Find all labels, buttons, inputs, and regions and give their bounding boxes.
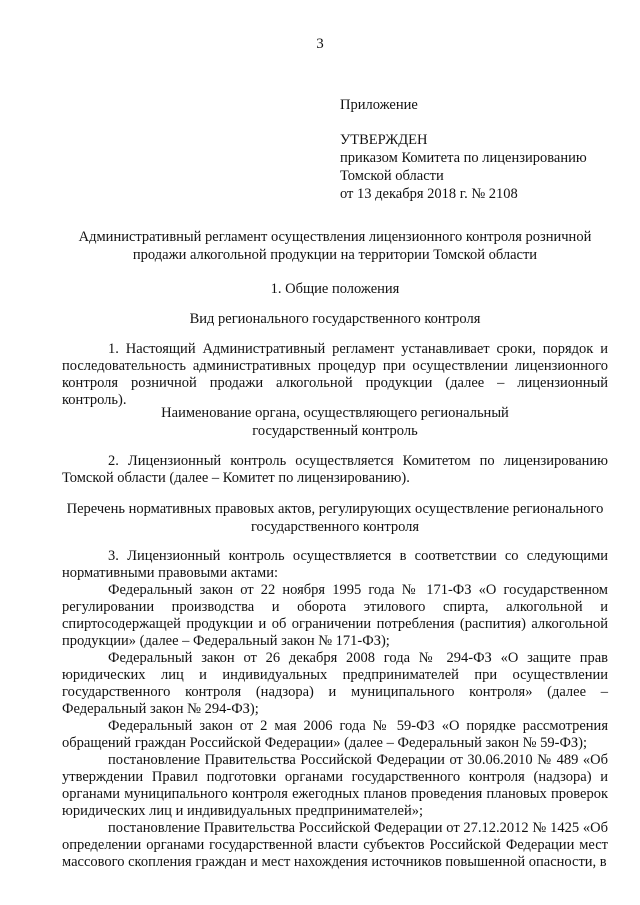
subtitle-legal-acts-line-2: государственного контроля (250, 519, 420, 535)
page-number: 3 (316, 36, 324, 52)
section-heading: 1. Общие положения (270, 281, 400, 297)
paragraph-1-text: 1. Настоящий Административный регламент устанавливает сроки, порядок и последовательность административных процедур при осуществлении лицензионного контроля розничной продажи алкогольной продукции (далее – лицензионный контроль). (62, 341, 608, 408)
approved-heading: УТВЕРЖДЕН (340, 132, 428, 148)
approved-date: от 13 декабря 2018 г. № 2108 (340, 186, 518, 202)
document-title-line-1: Административный регламент осуществления лицензионного контроля розничной (78, 229, 592, 245)
legal-acts-list (62, 548, 608, 871)
document-title-line-2: продажи алкогольной продукции на территории Томской области (132, 247, 538, 263)
document-title (62, 228, 608, 264)
paragraph-3-text: 3. Лицензионный контроль осуществляется в соответствии со следующими нормативными правовыми актами: (62, 548, 608, 581)
paragraph-2-text: 2. Лицензионный контроль осуществляется Комитетом по лицензированию Томской области (далее – Комитет по лицензированию). (62, 453, 608, 486)
approved-region: Томской области (340, 168, 444, 184)
subtitle-control-body-line-1: Наименование органа, осуществляющего региональный (161, 405, 509, 421)
paragraph-2 (62, 453, 608, 487)
legal-act-item: Федеральный закон от 2 мая 2006 года № 59-ФЗ «О порядке рассмотрения обращений граждан Российской Федерации» (далее – Федеральный закон № 59-ФЗ); (62, 718, 608, 751)
subtitle-legal-acts-line-1: Перечень нормативных правовых актов, регулирующих осуществление регионального (66, 501, 604, 517)
appendix-label: Приложение (340, 97, 418, 113)
subtitle-control-body (62, 404, 608, 440)
legal-act-item: постановление Правительства Российской Федерации от 30.06.2010 № 489 «Об утверждении Правил подготовки органами государственного контроля (надзора) и органами муниципального контроля ежегодных планов проведения плановых проверок юридических лиц и индивидуальных предпринимателей»; (62, 752, 608, 819)
legal-act-item: Федеральный закон от 22 ноября 1995 года № 171-ФЗ «О государственном регулировании производства и оборота этилового спирта, алкогольной и спиртосодержащей продукции и об ограничении потребления (распития) алкогольной продукции» (далее – Федеральный закон № 171-ФЗ); (62, 582, 608, 649)
legal-act-item: Федеральный закон от 26 декабря 2008 года № 294-ФЗ «О защите прав юридических лиц и индивидуальных предпринимателей при осуществлении государственного контроля (надзора) и муниципального контроля» (далее – Федеральный закон № 294-ФЗ); (62, 650, 608, 717)
appendix-block (340, 96, 587, 203)
approved-by-order: приказом Комитета по лицензированию (340, 150, 587, 166)
subtitle-control-body-line-2: государственный контроль (252, 423, 418, 439)
subtitle-legal-acts (62, 500, 608, 536)
legal-act-item: постановление Правительства Российской Федерации от 27.12.2012 № 1425 «Об определении органами государственной власти субъектов Российской Федерации мест массового скопления граждан и мест нахождения источников повышенной опасности, в (62, 820, 608, 870)
paragraph-1 (62, 341, 608, 409)
subtitle-control-type: Вид регионального государственного контроля (189, 311, 481, 327)
